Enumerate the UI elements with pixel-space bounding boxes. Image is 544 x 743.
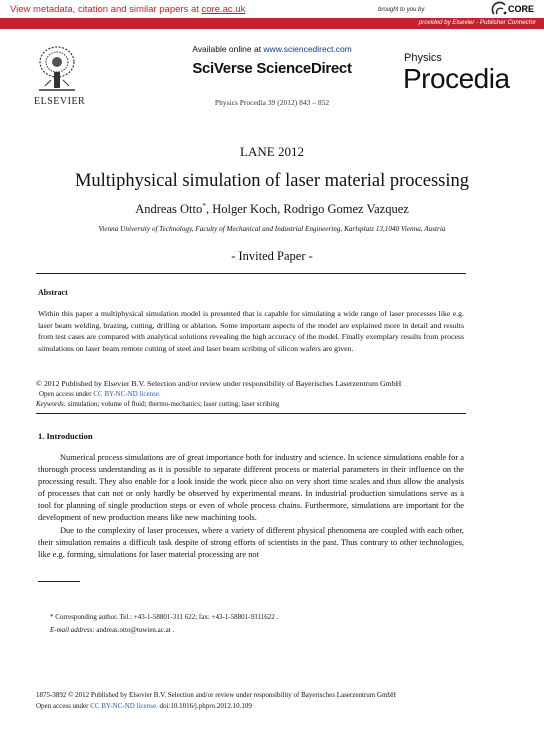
keywords-label: Keywords: — [36, 400, 67, 408]
footnote — [50, 611, 470, 636]
open-access-prefix: Open access under — [39, 390, 94, 398]
keywords-line — [36, 399, 466, 409]
journal-logo-small: Physics — [404, 52, 442, 64]
open-access-line — [36, 389, 466, 399]
email-note — [50, 624, 470, 637]
footer-copyright: 1875-3892 © 2012 Published by Elsevier B.V. Selection and/or review under responsibility of Bayerisches Laserzentrum GmbH — [36, 691, 396, 699]
copyright-line: © 2012 Published by Elsevier B.V. Selection and/or review under responsibility of Bayerisches Laserzentrum GmbH — [36, 379, 402, 388]
invited-paper-label: - Invited Paper - — [231, 249, 313, 263]
sciencedirect-url[interactable]: www.sciencedirect.com — [263, 44, 352, 54]
paper-title: Multiphysical simulation of laser material processing — [74, 171, 470, 191]
divider — [36, 413, 466, 414]
footnote-divider — [38, 581, 80, 582]
divider — [36, 273, 466, 274]
author-rest: , Holger Koch, Rodrigo Gomez Vazquez — [205, 202, 409, 217]
author-list — [0, 201, 544, 217]
section-body — [38, 452, 464, 561]
abstract-heading: Abstract — [38, 288, 68, 297]
keywords-list: simulation; volume of fluid; thermo-mechanics; laser cutting; laser scribing — [66, 400, 280, 408]
corresponding-mark: * — [202, 201, 206, 210]
available-online-prefix: Available online at — [192, 44, 264, 54]
publisher-name: ELSEVIER — [34, 96, 86, 107]
platform-name: SciVerse ScienceDirect — [192, 60, 352, 77]
core-metadata-link[interactable] — [10, 4, 245, 15]
available-online-line — [0, 44, 544, 54]
author-first: Andreas Otto — [135, 202, 203, 217]
core-logo-text: CORE — [508, 4, 535, 14]
core-link-prefix: View metadata, citation and similar papers at — [10, 4, 202, 15]
corresponding-author-note: * Corresponding author. Tel.: +43-1-58801-311 622; fax: +43-1-58801-9311622 . — [50, 613, 279, 621]
email-address[interactable]: andreas.otto@tuwien.ac.at . — [94, 625, 175, 634]
journal-citation: Physics Procedia 39 (2012) 843 – 852 — [214, 98, 330, 107]
license-link[interactable]: CC BY-NC-ND license. — [93, 390, 161, 398]
abstract-body: Within this paper a multiphysical simulation model is presented that is capable for simulating a wide range of laser processes like e.g. laser beam welding, brazing, cutting, drilling or ablation. Some important aspects of the model are explained more in detail and results from test cases are compared with analytical solutions revealing the high accuracy of the model. Finally exemplary results from process simulations on laser beam remote cutting of steel and laser beam scribing of silicon wafers are given. — [38, 309, 464, 353]
footer-license-line — [36, 701, 506, 712]
page-footer — [36, 690, 506, 711]
paragraph: Due to the complexity of laser processes, where a variety of different physical phenomena are coupled with each other, their simulation remains a difficult task despite of strong efforts of scientists in the past. Thus contrary to other technologies, like e.g. forming, simulations for laser material processing are not — [38, 525, 464, 559]
footer-open-access-prefix: Open access under — [36, 701, 91, 710]
affiliation: Vienna University of Technology, Faculty of Mechanical and Industrial Engineering, Karlsplatz 13,1040 Vienna, Austria — [98, 225, 446, 233]
paragraph: Numerical process simulations are of great importance both for industry and science. In science simulations enable for a thorough process understanding as it is possible to separate different process or material parameters in their influence on the processing result. They also enable for a look inside the work piece also on very short time scales and thus allow the analysis of processes that can not or only hardly be observed by experimental means. In industrial production simulations serve as a tool for planning of single production steps or even of whole process chains. Furthermore, simulations are important for the development of new production means like new machining tools. — [38, 453, 464, 523]
copyright-block — [36, 379, 466, 409]
provided-by-text[interactable]: provided by Elsevier - Publisher Connector — [418, 19, 536, 26]
email-label: E-mail address: — [50, 625, 95, 634]
footer-license-link[interactable]: CC BY-NC-ND license. — [90, 701, 158, 710]
conference-name: LANE 2012 — [240, 144, 304, 159]
section-heading: 1. Introduction — [38, 431, 93, 441]
core-url-link[interactable]: core.ac.uk — [201, 4, 246, 15]
brought-by-text: brought to you by — [378, 7, 425, 13]
journal-logo-big: Procedia — [403, 63, 510, 94]
footer-doi[interactable]: doi:10.1016/j.phpro.2012.10.109 — [157, 701, 252, 710]
